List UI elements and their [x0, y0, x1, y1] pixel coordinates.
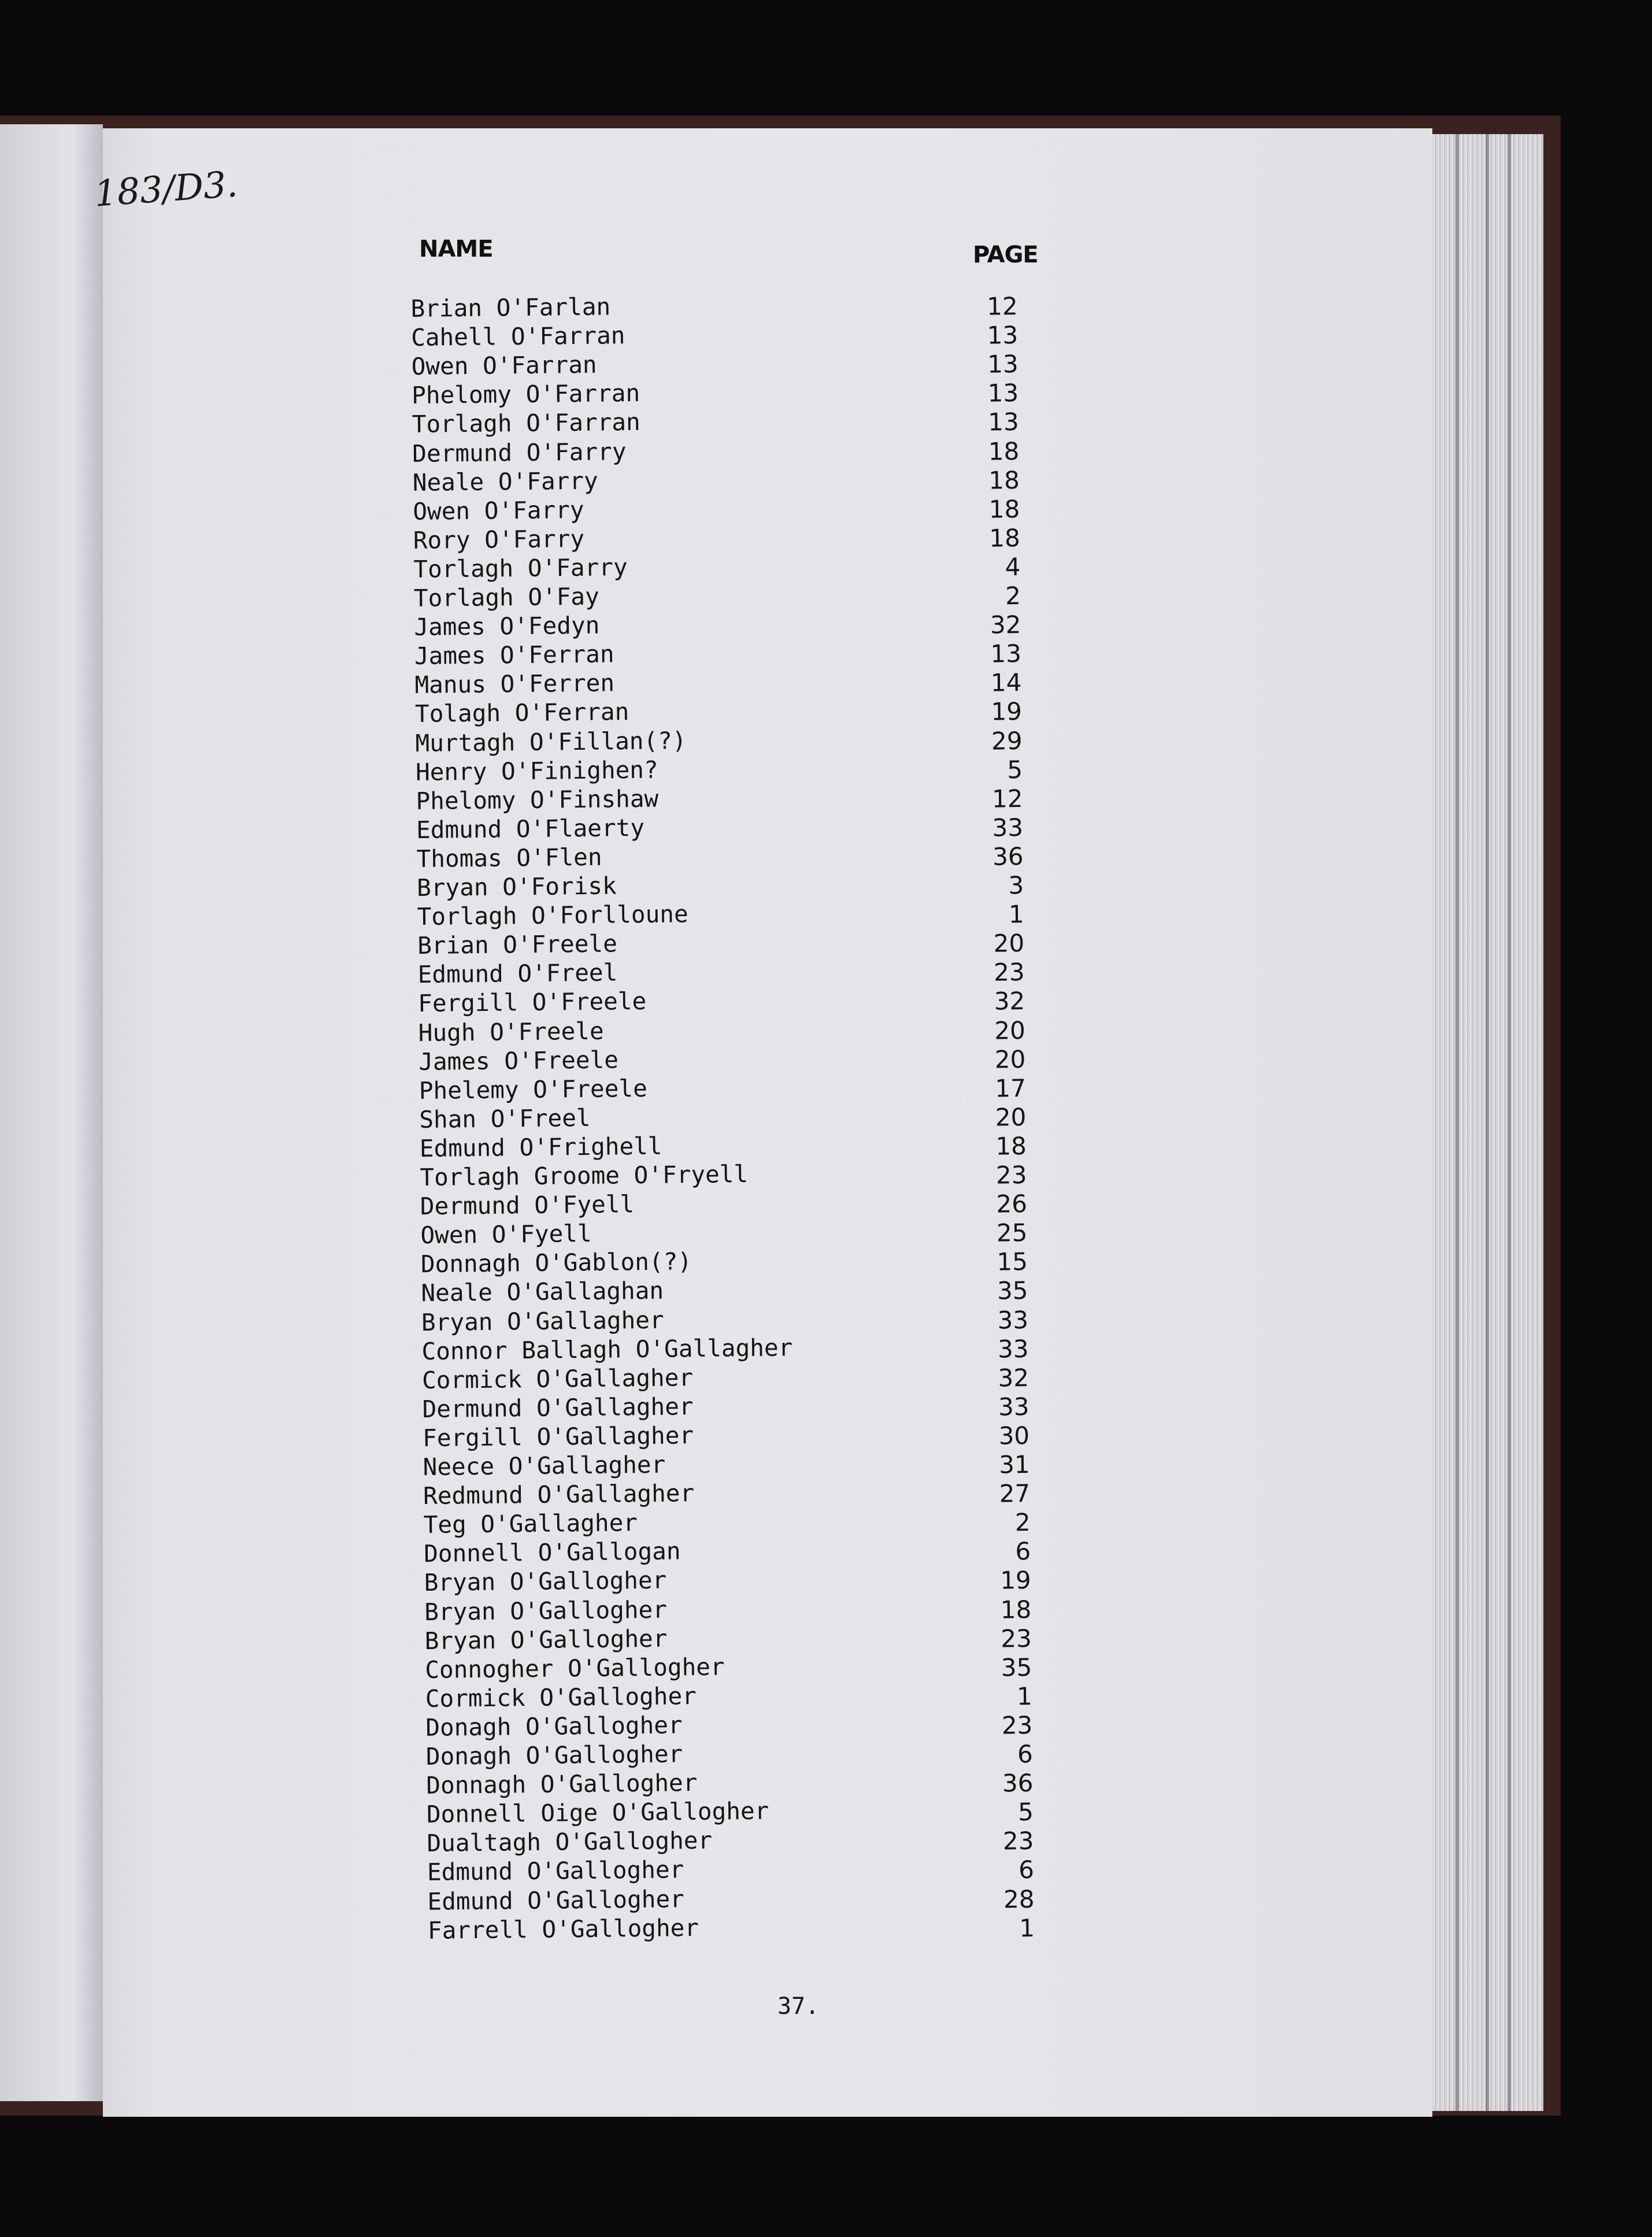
- page-number: 37.: [777, 1993, 820, 2020]
- index-entry: [424, 1595, 1032, 1627]
- entry-name: Torlagh Groome O'Fryell: [420, 1160, 749, 1191]
- entry-page: 25: [996, 1219, 1028, 1247]
- index-entry: [421, 1363, 1029, 1395]
- entry-name: Connor Ballagh O'Gallagher: [421, 1333, 793, 1365]
- entry-page: 2: [1005, 582, 1021, 610]
- entry-page: 23: [1002, 1827, 1034, 1855]
- entry-page: 30: [998, 1421, 1030, 1450]
- entry-name: Donagh O'Gallogher: [425, 1740, 683, 1771]
- index-entry: [423, 1508, 1031, 1540]
- index-entry: [410, 321, 1018, 353]
- entry-page: 12: [991, 784, 1023, 813]
- entry-page: 28: [1003, 1884, 1035, 1913]
- entry-page: 6: [1017, 1739, 1034, 1769]
- margin-note: 183/D3.: [92, 162, 239, 215]
- entry-page: 35: [1001, 1653, 1032, 1682]
- entry-name: Redmund O'Gallagher: [423, 1479, 695, 1510]
- entry-name: Neece O'Gallagher: [423, 1450, 666, 1481]
- entry-name: Cormick O'Gallogher: [425, 1682, 697, 1713]
- entry-name: Neale O'Farry: [412, 466, 598, 497]
- entry-name: Edmund O'Frighell: [419, 1132, 662, 1162]
- entry-page: 18: [988, 465, 1020, 495]
- entry-name: Tolagh O'Ferran: [414, 698, 629, 728]
- entry-name: Brian O'Freele: [417, 929, 618, 960]
- index-entry: [427, 1855, 1035, 1887]
- name-column-header: NAME: [419, 236, 493, 262]
- entry-name: James O'Fedyn: [414, 611, 600, 642]
- index-entry: [421, 1305, 1029, 1337]
- entry-name: Edmund O'Gallogher: [427, 1884, 685, 1916]
- entry-name: Edmund O'Freel: [417, 958, 618, 989]
- entry-name: Donnagh O'Gallogher: [426, 1769, 698, 1800]
- index-entry: [418, 1016, 1026, 1048]
- entry-page: 14: [990, 668, 1022, 697]
- index-entry: [416, 842, 1024, 874]
- index-entry: [427, 1884, 1035, 1916]
- entry-page: 32: [998, 1363, 1029, 1392]
- index-entry: [413, 523, 1021, 555]
- entry-page: 20: [993, 929, 1025, 958]
- entry-name: Edmund O'Flaerty: [416, 813, 645, 844]
- entry-name: Torlagh O'Farran: [412, 408, 640, 439]
- index-entry: [422, 1392, 1029, 1424]
- entry-name: Dualtagh O'Gallogher: [427, 1827, 713, 1858]
- entry-page: 31: [998, 1450, 1030, 1479]
- entry-page: 15: [997, 1247, 1028, 1276]
- index-entry: [425, 1682, 1033, 1714]
- entry-page: 18: [988, 436, 1020, 466]
- entry-page: 1: [1016, 1682, 1033, 1711]
- entry-name: Donnell Oige O'Gallogher: [426, 1797, 769, 1829]
- entry-name: Neale O'Gallaghan: [421, 1276, 664, 1308]
- entry-name: Edmund O'Gallogher: [427, 1855, 684, 1887]
- entry-name: Torlagh O'Forlloune: [417, 900, 688, 931]
- entry-name: Shan O'Freel: [419, 1103, 591, 1134]
- entry-page: 17: [995, 1073, 1027, 1103]
- index-entry: [414, 668, 1022, 700]
- index-entry: [411, 350, 1018, 382]
- index-entry: [410, 292, 1018, 324]
- entry-name: Manus O'Ferren: [414, 669, 615, 699]
- entry-page: 1: [1008, 900, 1024, 929]
- entry-name: Owen O'Farry: [413, 495, 584, 525]
- index-entry: [420, 1190, 1028, 1221]
- entry-page: 2: [1014, 1508, 1031, 1537]
- entry-name: Thomas O'Flen: [416, 843, 602, 873]
- entry-page: 33: [997, 1305, 1029, 1335]
- entry-page: 13: [990, 639, 1022, 668]
- entry-name: Fergill O'Freele: [417, 987, 647, 1018]
- entry-page: 6: [1015, 1537, 1031, 1566]
- entry-name: Rory O'Farry: [413, 524, 585, 554]
- entry-page: 23: [1001, 1710, 1033, 1740]
- entry-page: 20: [994, 1016, 1026, 1045]
- entry-name: Cormick O'Gallagher: [421, 1363, 694, 1394]
- entry-page: 12: [986, 292, 1018, 321]
- entry-page: 20: [995, 1102, 1027, 1132]
- entry-page: 33: [992, 813, 1024, 842]
- entry-page: 23: [994, 958, 1025, 987]
- entry-page: 35: [997, 1276, 1028, 1305]
- entry-name: Cahell O'Farran: [410, 321, 625, 352]
- entry-page: 32: [990, 610, 1021, 639]
- entry-name: Farrell O'Gallogher: [427, 1913, 699, 1945]
- entry-page: 19: [1000, 1566, 1031, 1595]
- entry-name: Bryan O'Gallogher: [424, 1624, 668, 1655]
- entry-name: Bryan O'Forisk: [416, 872, 617, 902]
- entry-name: Hugh O'Freele: [418, 1017, 604, 1047]
- entry-page: 36: [992, 842, 1024, 871]
- entry-page: 29: [991, 726, 1023, 755]
- index-entry: [413, 552, 1021, 584]
- index-entry: [426, 1769, 1034, 1801]
- entry-page: 18: [1000, 1595, 1032, 1624]
- entry-name: Fergill O'Gallagher: [422, 1421, 694, 1452]
- entry-page: 13: [987, 350, 1018, 379]
- entry-page: 33: [998, 1392, 1029, 1421]
- index-entry: [425, 1739, 1034, 1772]
- entry-page: 27: [999, 1479, 1031, 1508]
- entry-name: Owen O'Fyell: [420, 1220, 592, 1250]
- entry-name: Dermund O'Gallagher: [422, 1392, 694, 1423]
- entry-name: Donnell O'Gallogan: [423, 1537, 681, 1568]
- index-entry: [419, 1102, 1027, 1135]
- entry-name: Connogher O'Gallogher: [425, 1653, 725, 1684]
- entry-name: Donagh O'Gallogher: [425, 1711, 683, 1742]
- entry-page: 13: [988, 408, 1020, 437]
- index-entry: [418, 1045, 1026, 1077]
- entry-page: 13: [987, 321, 1018, 350]
- entry-page: 5: [1007, 755, 1023, 784]
- entry-name: Bryan O'Gallogher: [424, 1566, 667, 1597]
- index-entry: [414, 639, 1022, 671]
- entry-name: Henry O'Finighen?: [415, 755, 658, 786]
- entry-name: Dermund O'Farry: [412, 437, 627, 468]
- index-entry: [412, 436, 1020, 469]
- entry-page: 4: [1005, 552, 1021, 582]
- entry-name: Bryan O'Gallagher: [421, 1306, 664, 1336]
- entry-page: 33: [997, 1334, 1029, 1364]
- entry-name: Phelomy O'Finshaw: [416, 784, 659, 815]
- entry-page: 13: [987, 379, 1019, 408]
- index-entry: [415, 726, 1023, 758]
- entry-page: 5: [1017, 1798, 1034, 1827]
- entry-page: 18: [989, 523, 1021, 553]
- entry-page: 23: [995, 1160, 1027, 1190]
- entry-page: 18: [995, 1131, 1027, 1161]
- page-column-header: PAGE: [973, 242, 1038, 268]
- entry-name: Phelomy O'Farran: [411, 379, 640, 410]
- index-entry: [421, 1333, 1029, 1366]
- entry-page: 3: [1008, 871, 1024, 900]
- entry-name: Bryan O'Gallogher: [424, 1595, 668, 1626]
- entry-name: Brian O'Farlan: [410, 292, 611, 323]
- index-entry: [425, 1710, 1033, 1743]
- entry-page: 6: [1018, 1855, 1035, 1884]
- entry-page: 20: [994, 1045, 1026, 1074]
- entry-page: 18: [988, 494, 1020, 524]
- entry-name: Owen O'Farran: [411, 350, 597, 381]
- index-entry: [418, 1073, 1027, 1106]
- entry-name: Phelemy O'Freele: [418, 1074, 647, 1105]
- entry-page: 23: [1001, 1624, 1032, 1653]
- entry-name: Torlagh O'Farry: [413, 553, 628, 583]
- entry-page: 19: [991, 697, 1023, 726]
- entry-name: Murtagh O'Fillan(?): [415, 726, 687, 757]
- entry-name: Torlagh O'Fay: [413, 582, 600, 613]
- entry-page: 1: [1019, 1913, 1035, 1942]
- index-entry: [420, 1219, 1028, 1250]
- entry-page: 36: [1002, 1769, 1034, 1798]
- index-entry: [414, 697, 1023, 729]
- entry-name: James O'Freele: [418, 1045, 619, 1076]
- index-entry: [416, 813, 1024, 845]
- entry-name: Donnagh O'Gablon(?): [420, 1247, 692, 1279]
- index-entry: [417, 929, 1025, 961]
- entry-name: Dermund O'Fyell: [420, 1190, 635, 1221]
- entry-page: 26: [996, 1190, 1028, 1219]
- entry-name: James O'Ferran: [414, 640, 614, 671]
- entry-page: 32: [994, 987, 1025, 1016]
- entry-name: Teg O'Gallagher: [423, 1509, 638, 1539]
- index-entry: [423, 1479, 1031, 1511]
- index-entry: [417, 958, 1025, 990]
